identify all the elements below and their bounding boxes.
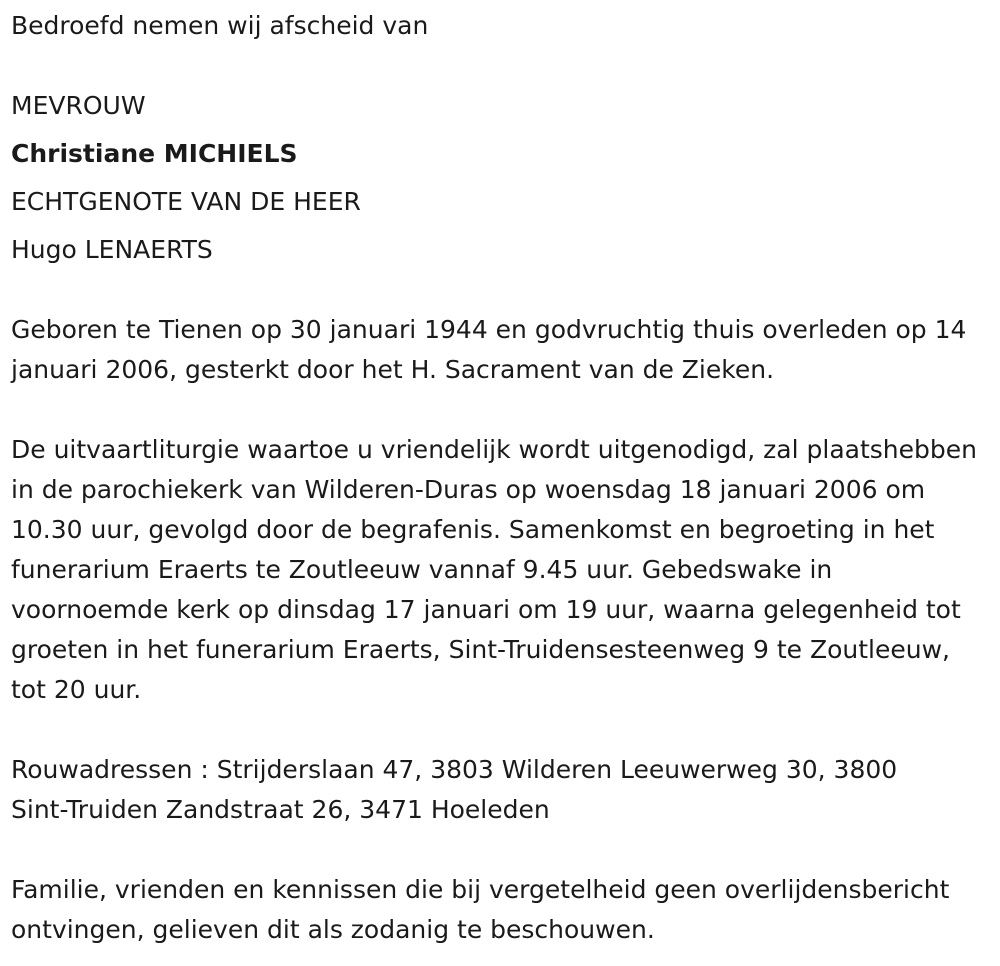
intro-text: Bedroefd nemen wij afscheid van (11, 11, 429, 40)
spouse-name: Hugo LENAERTS (11, 235, 213, 264)
birth-death-paragraph: Geboren te Tienen op 30 januari 1944 en godvruchtig thuis overleden op 14 januari 2006, gesterkt door het H. Sacrament van de Zieken. (11, 315, 967, 384)
deceased-title: MEVROUW (11, 91, 146, 120)
spouse-title: ECHTGENOTE VAN DE HEER (11, 187, 361, 216)
ceremony-paragraph: De uitvaartliturgie waartoe u vriendelijk wordt uitgenodigd, zal plaatshebben in de parochiekerk van Wilderen-Duras op woensdag 18 januari 2006 om 10.30 uur, gevolgd door de begrafenis. Samenkomst en begroeting in het funerarium Eraerts te Zoutleeuw vannaf 9.45 uur. Gebedswake in voornoemde kerk op dinsdag 17 januari om 19 uur, waarna gelegenheid tot groeten in het funerarium Eraerts, Sint-Truidensesteenweg 9 te Zoutleeuw, tot 20 uur. (11, 435, 977, 704)
family-note-paragraph: Familie, vrienden en kennissen die bij vergetelheid geen overlijdensbericht ontvingen, gelieven dit als zodanig te beschouwen. (11, 875, 950, 944)
addresses-paragraph: Rouwadressen : Strijderslaan 47, 3803 Wilderen Leeuwerweg 30, 3800 Sint-Truiden Zandstraat 26, 3471 Hoeleden (11, 755, 898, 824)
deceased-name: Christiane MICHIELS (11, 139, 298, 168)
